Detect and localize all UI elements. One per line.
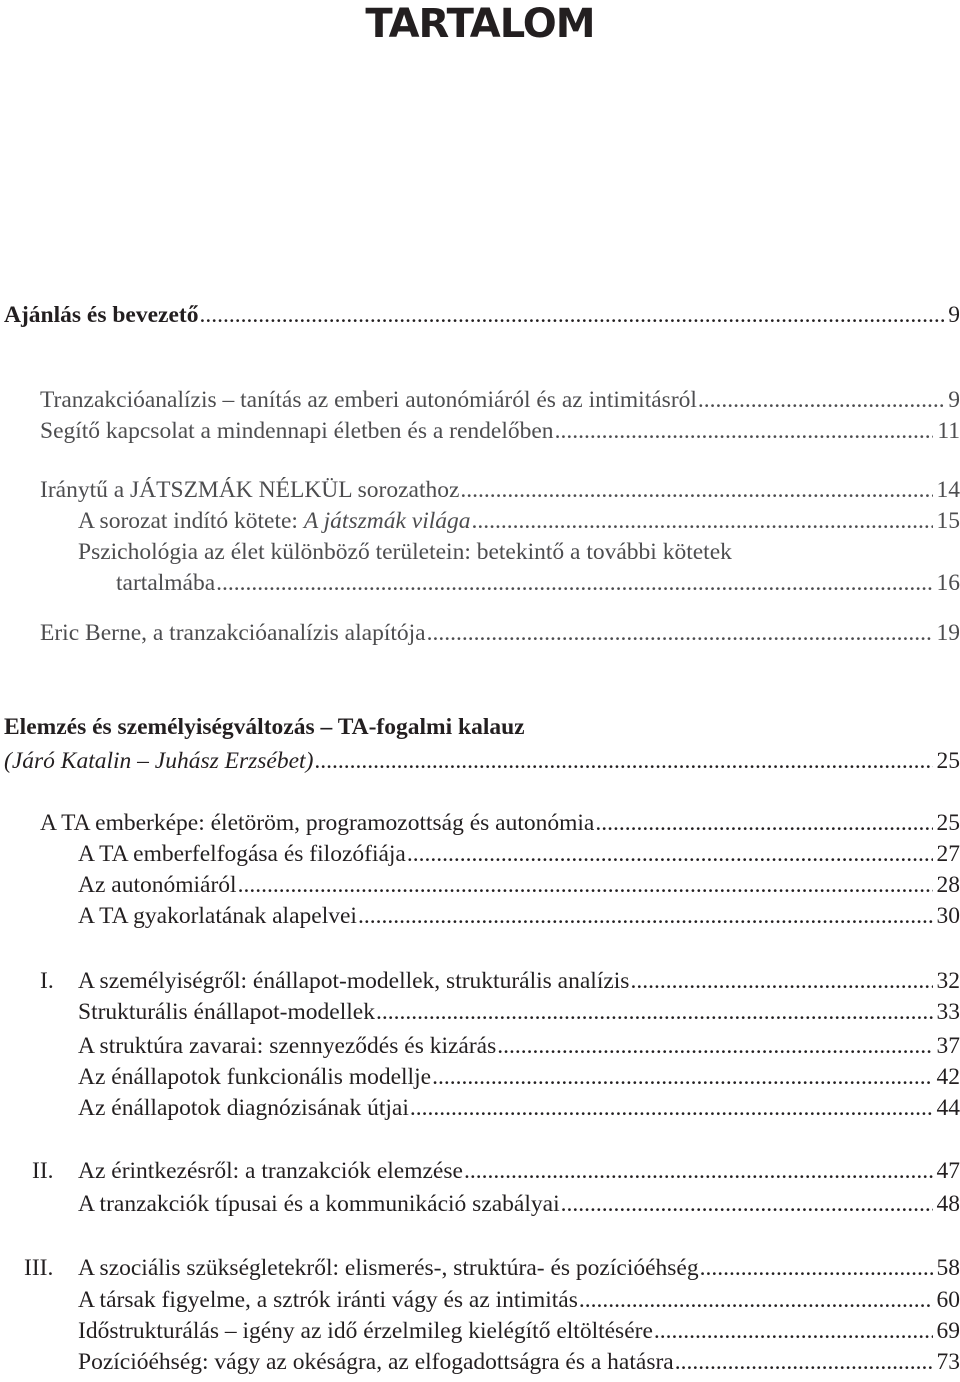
- toc-entry[interactable]: [78, 899, 960, 933]
- toc-dot-leader: [630, 964, 932, 998]
- toc-entry-label: Időstrukturálás – igény az idő érzelmileg kielégítő eltöltésére: [78, 1318, 653, 1344]
- toc-entry[interactable]: [78, 1314, 960, 1348]
- toc-page-number: 16: [936, 570, 960, 596]
- toc-dot-leader: [314, 744, 932, 778]
- toc-entry-label: (Járó Katalin – Juhász Erzsébet): [4, 748, 314, 774]
- toc-entry[interactable]: [40, 616, 960, 650]
- toc-entry-label: A TA gyakorlatának alapelvei: [78, 903, 357, 929]
- toc-entry-label: A TA emberképe: életöröm, programozottság és autonómia: [40, 810, 595, 836]
- toc-dot-leader: [700, 1251, 933, 1285]
- toc-entry-label: A tranzakciók típusai és a kommunikáció szabályai: [78, 1191, 560, 1217]
- book-title-italic: A játszmák világa: [303, 508, 471, 534]
- toc-dot-leader: [595, 806, 932, 840]
- toc-chapter-heading[interactable]: [78, 1154, 960, 1188]
- toc-entry[interactable]: [78, 837, 960, 871]
- toc-dot-leader: [199, 298, 944, 332]
- toc-entry-label: A struktúra zavarai: szennyeződés és kizárás: [78, 1033, 497, 1059]
- toc-entry-label: Iránytű a JÁTSZMÁK NÉLKÜL sorozathoz: [40, 477, 460, 503]
- toc-dot-leader: [654, 1314, 933, 1348]
- toc-chapter-heading[interactable]: [78, 964, 960, 998]
- toc-entry-label: Az érintkezésről: a tranzakciók elemzése: [78, 1158, 463, 1184]
- toc-dot-leader: [472, 504, 933, 538]
- toc-page-number: 9: [948, 302, 960, 328]
- toc-dot-leader: [432, 1060, 932, 1094]
- toc-entry[interactable]: [78, 1091, 960, 1125]
- toc-dot-leader: [464, 1154, 933, 1188]
- toc-entry-label: tartalmába: [116, 570, 216, 596]
- toc-dot-leader: [561, 1187, 933, 1221]
- toc-section-heading-ajanlas[interactable]: [4, 298, 960, 332]
- toc-section-heading-elemzes[interactable]: Elemzés és személyiségváltozás – TA-fogalmi kalauz: [4, 714, 525, 740]
- toc-entry-label: Tranzakcióanalízis – tanítás az emberi autonómiáról és az intimitásról: [40, 387, 697, 413]
- chapter-numeral: I.: [40, 968, 54, 994]
- toc-page-number: 25: [936, 810, 960, 836]
- toc-dot-leader: [410, 1091, 933, 1125]
- toc-chapter-heading[interactable]: [78, 1251, 960, 1285]
- toc-page-number: 19: [936, 620, 960, 646]
- toc-page-number: 37: [936, 1033, 960, 1059]
- toc-dot-leader: [460, 473, 932, 507]
- toc-entry[interactable]: [78, 868, 960, 902]
- toc-entry[interactable]: [78, 1060, 960, 1094]
- toc-entry[interactable]: [78, 1187, 960, 1221]
- toc-dot-leader: [555, 414, 934, 448]
- toc-page-number: 69: [936, 1318, 960, 1344]
- toc-entry-label: Eric Berne, a tranzakcióanalízis alapítója: [40, 620, 426, 646]
- toc-page-number: 42: [936, 1064, 960, 1090]
- toc-entry-line2[interactable]: [116, 566, 960, 600]
- toc-entry[interactable]: [78, 1029, 960, 1063]
- toc-entry-label: Az énállapotok diagnózisának útjai: [78, 1095, 409, 1121]
- toc-dot-leader: [407, 837, 933, 871]
- toc-entry[interactable]: [40, 473, 960, 507]
- toc-page-number: 60: [936, 1287, 960, 1313]
- toc-dot-leader: [376, 995, 933, 1029]
- toc-page-number: 11: [937, 418, 960, 444]
- toc-entry[interactable]: [78, 1283, 960, 1317]
- toc-dot-leader: [238, 868, 933, 902]
- toc-entry[interactable]: [78, 995, 960, 1029]
- toc-entry-line1[interactable]: Pszichológia az élet különböző területein: betekintő a további kötetek: [78, 539, 732, 565]
- toc-page-number: 47: [936, 1158, 960, 1184]
- toc-entry-label: Az autonómiáról: [78, 872, 237, 898]
- toc-dot-leader: [216, 566, 932, 600]
- toc-page-number: 15: [936, 508, 960, 534]
- toc-entry[interactable]: [78, 1345, 960, 1379]
- toc-dot-leader: [579, 1283, 933, 1317]
- toc-entry-label: A szociális szükségletekről: elismerés-, struktúra- és pozícióéhség: [78, 1255, 699, 1281]
- toc-entry[interactable]: [40, 383, 960, 417]
- toc-entry-label-prefix: A sorozat indító kötete:: [78, 508, 304, 534]
- toc-page-number: 58: [936, 1255, 960, 1281]
- toc-entry-label: Segítő kapcsolat a mindennapi életben és a rendelőben: [40, 418, 554, 444]
- chapter-numeral: II.: [32, 1158, 54, 1184]
- toc-entry-label: Az énállapotok funkcionális modellje: [78, 1064, 432, 1090]
- toc-entry-label: A személyiségről: énállapot-modellek, strukturális analízis: [78, 968, 630, 994]
- toc-page-number: 9: [948, 387, 960, 413]
- toc-page-number: 44: [936, 1095, 960, 1121]
- toc-entry[interactable]: [40, 414, 960, 448]
- toc-dot-leader: [698, 383, 944, 417]
- toc-page-number: 14: [936, 477, 960, 503]
- toc-dot-leader: [497, 1029, 932, 1063]
- page-title: TARTALOM: [365, 1, 595, 47]
- toc-dot-leader: [427, 616, 933, 650]
- toc-entry[interactable]: [78, 504, 960, 538]
- toc-page-number: 48: [936, 1191, 960, 1217]
- toc-page-number: 33: [936, 999, 960, 1025]
- toc-entry-label: Pozícióéhség: vágy az okéságra, az elfogadottságra és a hatásra: [78, 1349, 674, 1375]
- toc-page-number: 27: [936, 841, 960, 867]
- chapter-numeral: III.: [24, 1255, 54, 1281]
- toc-section-authors[interactable]: [4, 744, 960, 778]
- toc-entry[interactable]: [40, 806, 960, 840]
- toc-page-number: 25: [936, 748, 960, 774]
- toc-entry-label: [78, 504, 471, 538]
- toc-entry-label: A társak figyelme, a sztrók iránti vágy és az intimitás: [78, 1287, 578, 1313]
- toc-page-number: 73: [936, 1349, 960, 1375]
- toc-page-number: 30: [936, 903, 960, 929]
- toc-page-number: 28: [936, 872, 960, 898]
- toc-dot-leader: [675, 1345, 933, 1379]
- toc-entry-label: Ajánlás és bevezető: [4, 302, 199, 328]
- toc-dot-leader: [358, 899, 933, 933]
- toc-entry-label: Strukturális énállapot-modellek: [78, 999, 375, 1025]
- toc-entry-label: A TA emberfelfogása és filozófiája: [78, 841, 406, 867]
- toc-page-number: 32: [936, 968, 960, 994]
